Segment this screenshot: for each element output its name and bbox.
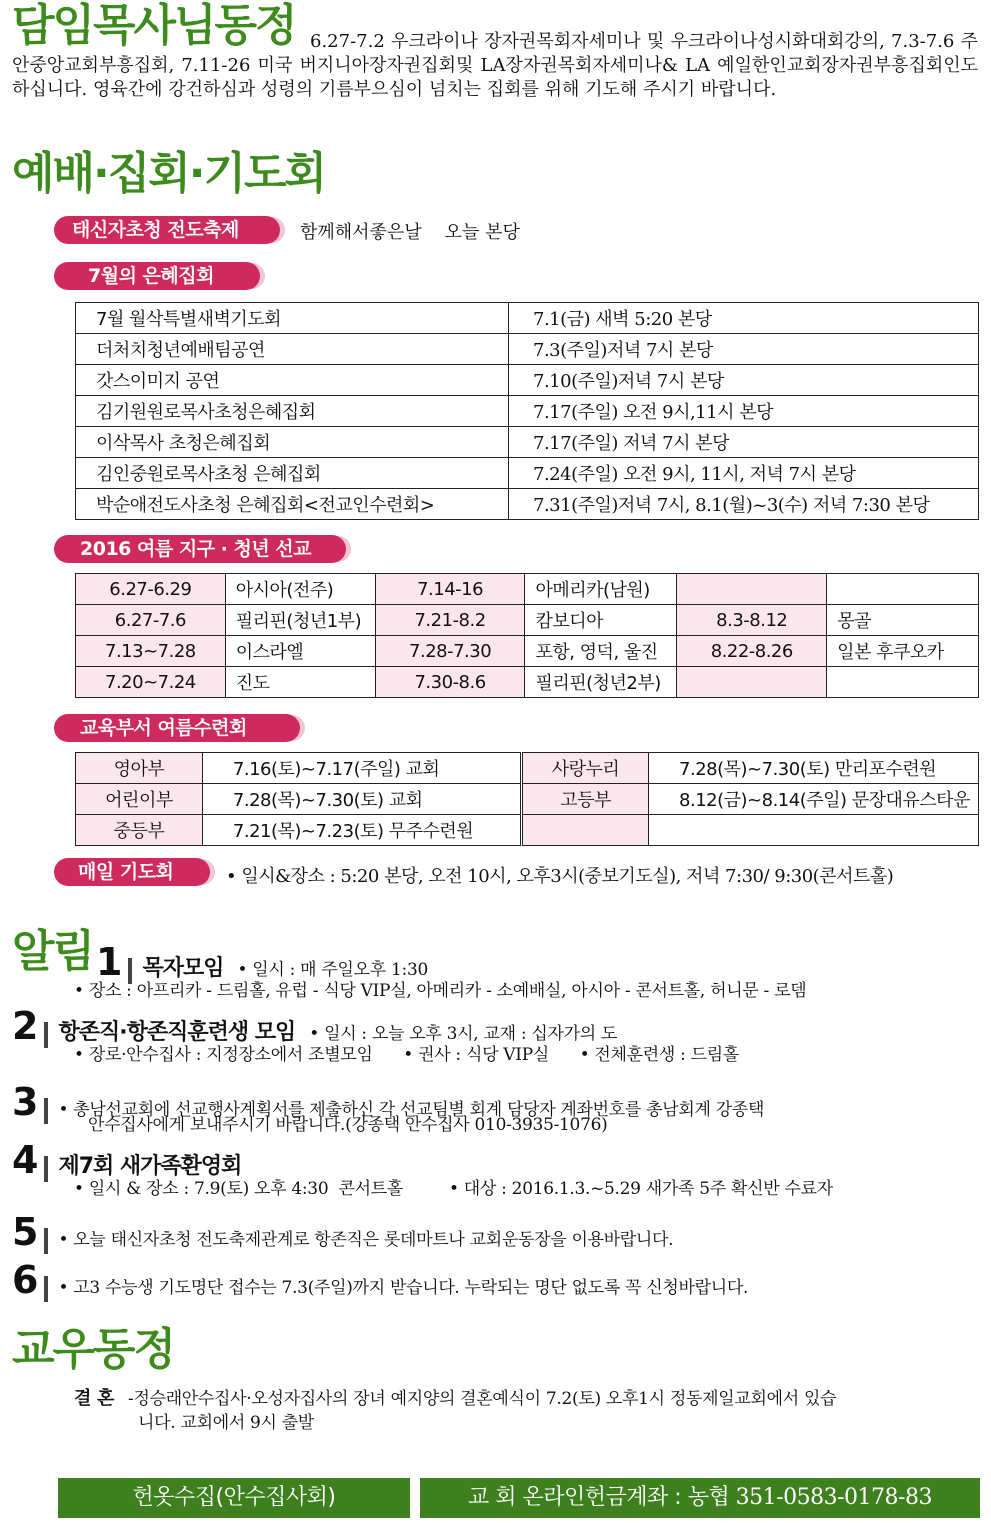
notice-title: 목자모임 — [142, 956, 224, 981]
table-row — [76, 574, 979, 605]
mission-place-cell — [827, 667, 979, 698]
pastor-text-content: 6.27-7.2 우크라이나 장자권목회자세미나 및 우크라이나성시화대회강의, 7.3-7.6 주안중앙교회부흥집회, 7.11-26 미국 버지니아장자권집회및 LA장자권목회자세미나& LA 예일한인교회장자권부흥집회인도하십니다. 영육간에 강건하심과 성령의 기름부으심이 넘치는 집회를 위해 기도해 주시기 바랍니다. — [12, 31, 978, 100]
mission-place-cell: 아메리카(남원) — [525, 574, 677, 605]
retreat-schedule-cell — [649, 815, 979, 846]
retreat-dept-cell: 어린이부 — [76, 784, 203, 815]
retreat-schedule-cell: 8.12(금)~8.14(주일) 문장대유스타운 — [649, 784, 979, 815]
mission-date-cell: 7.13~7.28 — [76, 636, 226, 667]
prayer-text: • 일시&장소 : 5:20 본당, 오전 10시, 오후3시(중보기도실), 저녁 7:30/ 9:30(콘서트홀) — [226, 866, 894, 887]
table-row — [76, 365, 979, 396]
notice-line: 안수집사에게 보내주시기 바랍니다.(강종택 안수집사 010-3935-1076) — [88, 1115, 608, 1135]
table-row — [76, 396, 979, 427]
footer-right-value: 농협 351-0583-0178-83 — [687, 1485, 932, 1510]
mission-date-cell: 6.27-7.6 — [76, 605, 226, 636]
festival-text: 함께해서좋은날 오늘 본당 — [300, 222, 520, 243]
notice-number: 2 — [12, 1004, 39, 1048]
event-time-cell: 7.17(주일) 오전 9시,11시 본당 — [509, 396, 979, 427]
notice-line: • 일시 & 장소 : 7.9(토) 오후 4:30 콘서트홀 • 대상 : 2016.1.3.~5.29 새가족 5주 확신반 수료자 — [74, 1179, 833, 1199]
mission-place-cell: 아시아(전주) — [225, 574, 375, 605]
notice-item — [12, 1210, 673, 1254]
retreat-label: 교육부서 여름수련회 — [80, 717, 247, 739]
mission-place-cell: 이스라엘 — [225, 636, 375, 667]
table-row — [76, 303, 979, 334]
retreat-dept-cell: 사랑누리 — [522, 753, 649, 784]
mission-date-cell: 7.14-16 — [375, 574, 525, 605]
retreat-label-pill — [54, 714, 300, 742]
event-name-cell: 갓스이미지 공연 — [76, 365, 509, 396]
table-row — [76, 334, 979, 365]
pastor-text — [12, 30, 978, 102]
notice-number: 6 — [12, 1258, 39, 1302]
retreat-dept-cell: 영아부 — [76, 753, 203, 784]
notice-item — [12, 1258, 748, 1302]
mission-place-cell: 진도 — [225, 667, 375, 698]
prayer-label: 매일 기도회 — [78, 861, 174, 883]
notices-heading: 알림 — [12, 926, 94, 977]
retreat-schedule-cell: 7.16(토)~7.17(주일) 교회 — [202, 753, 521, 784]
footer-right-label: 교 회 온라인헌금계좌 : — [468, 1485, 688, 1510]
mission-place-cell — [827, 574, 979, 605]
mission-label: 2016 여름 지구 · 청년 선교 — [80, 538, 312, 560]
mission-date-cell: 7.20~7.24 — [76, 667, 226, 698]
notice-line: • 장로·안수집사 : 지정장소에서 조별모임 • 권사 : 식당 VIP실 • 전체훈련생 : 드림홀 — [74, 1045, 740, 1065]
notice-inline-text: • 일시 : 매 주일오후 1:30 — [237, 960, 428, 980]
festival-label: 태신자초청 전도축제 — [72, 219, 239, 241]
retreat-schedule-cell: 7.28(목)~7.30(토) 만리포수련원 — [649, 753, 979, 784]
mission-place-cell: 필리핀(청년1부) — [225, 605, 375, 636]
table-row — [76, 605, 979, 636]
table-row — [76, 784, 979, 815]
mission-date-cell: 7.21-8.2 — [375, 605, 525, 636]
table-row — [76, 636, 979, 667]
event-time-cell: 7.24(주일) 오전 9시, 11시, 저녁 7시 본당 — [509, 458, 979, 489]
mission-place-cell: 필리핀(청년2부) — [525, 667, 677, 698]
table-row — [76, 458, 979, 489]
july-label-pill — [54, 262, 260, 290]
mission-place-cell: 포항, 영덕, 울진 — [525, 636, 677, 667]
notice-divider — [44, 1022, 48, 1048]
event-time-cell: 7.10(주일)저녁 7시 본당 — [509, 365, 979, 396]
event-name-cell: 7월 월삭특별새벽기도회 — [76, 303, 509, 334]
members-line2: 니다. 교회에서 9시 출발 — [138, 1413, 315, 1433]
notice-divider — [44, 1098, 48, 1124]
retreat-dept-cell: 중등부 — [76, 815, 203, 846]
event-name-cell: 더처치청년예배팀공연 — [76, 334, 509, 365]
mission-place-cell: 캄보디아 — [525, 605, 677, 636]
table-row — [76, 753, 979, 784]
members-heading: 교우동정 — [12, 1324, 175, 1375]
notice-number: 1 — [96, 940, 123, 984]
notice-divider — [44, 1156, 48, 1182]
footer-right — [420, 1478, 980, 1518]
mission-date-cell: 6.27-6.29 — [76, 574, 226, 605]
notice-number: 4 — [12, 1138, 39, 1182]
notice-inline-text: • 일시 : 오늘 오후 3시, 교재 : 십자가의 도 — [309, 1024, 618, 1044]
event-name-cell: 김기원원로목사초청은혜집회 — [76, 396, 509, 427]
event-name-cell: 박순애전도사초청 은혜집회<전교인수련회> — [76, 489, 509, 520]
table-row — [76, 815, 979, 846]
notice-number: 5 — [12, 1210, 39, 1254]
july-label: 7월의 은혜집회 — [88, 265, 214, 287]
mission-table — [75, 573, 979, 698]
mission-date-cell: 7.30-8.6 — [375, 667, 525, 698]
notice-inline-text: • 오늘 태신자초청 전도축제관계로 항존직은 롯데마트나 교회운동장을 이용바랍니다. — [58, 1230, 674, 1250]
retreat-table — [75, 752, 979, 846]
pastor-heading: 담임목사님동정 — [12, 0, 296, 51]
july-table — [75, 302, 979, 520]
retreat-schedule-cell: 7.21(목)~7.23(토) 무주수련원 — [202, 815, 521, 846]
festival-label-pill — [54, 216, 280, 244]
mission-date-cell: 8.22-8.26 — [677, 636, 827, 667]
notice-inline-text: • 고3 수능생 기도명단 접수는 7.3(주일)까지 받습니다. 누락되는 명단 없도록 꼭 신청바랍니다. — [58, 1278, 749, 1298]
mission-date-cell — [677, 667, 827, 698]
worship-heading: 예배·집회·기도회 — [12, 148, 325, 199]
event-time-cell: 7.31(주일)저녁 7시, 8.1(월)~3(수) 저녁 7:30 본당 — [509, 489, 979, 520]
retreat-schedule-cell: 7.28(목)~7.30(토) 교회 — [202, 784, 521, 815]
retreat-dept-cell: 고등부 — [522, 784, 649, 815]
table-row — [76, 427, 979, 458]
event-time-cell: 7.17(주일) 저녁 7시 본당 — [509, 427, 979, 458]
notice-title: 항존직·항존직훈련생 모임 — [58, 1020, 296, 1045]
notice-divider — [44, 1276, 48, 1302]
mission-date-cell — [677, 574, 827, 605]
mission-label-pill — [54, 535, 346, 563]
notice-number: 3 — [12, 1080, 39, 1124]
notice-inline-text: • 총남선교회에 선교행사계획서를 제출하신 각 선교팀별 회계 담당자 계좌번호를 총남회계 강종택 — [58, 1100, 765, 1120]
notice-divider — [44, 1228, 48, 1254]
mission-place-cell: 몽골 — [827, 605, 979, 636]
footer-left-text: 헌옷수집(안수집사회) — [132, 1485, 336, 1510]
members-line1: -정승래안수집사·오성자집사의 장녀 예지양의 결혼예식이 7.2(토) 오후1시 정동제일교회에서 있습 — [128, 1389, 837, 1409]
mission-date-cell: 8.3-8.12 — [677, 605, 827, 636]
notice-line: • 장소 : 아프리카 - 드림홀, 유럽 - 식당 VIP실, 아메리카 - 소예배실, 아시아 - 콘서트홀, 허니문 - 로뎀 — [74, 981, 807, 1001]
prayer-label-pill — [54, 858, 210, 886]
footer-left — [58, 1478, 410, 1518]
table-row — [76, 489, 979, 520]
notice-title: 제7회 새가족환영회 — [58, 1154, 242, 1179]
mission-place-cell: 일본 후쿠오카 — [827, 636, 979, 667]
event-name-cell: 이삭목사 초청은혜집회 — [76, 427, 509, 458]
table-row — [76, 667, 979, 698]
retreat-dept-cell — [522, 815, 649, 846]
event-time-cell: 7.1(금) 새벽 5:20 본당 — [509, 303, 979, 334]
mission-date-cell: 7.28-7.30 — [375, 636, 525, 667]
members-label: 결 혼 — [74, 1388, 115, 1409]
event-time-cell: 7.3(주일)저녁 7시 본당 — [509, 334, 979, 365]
event-name-cell: 김인중원로목사초청 은혜집회 — [76, 458, 509, 489]
